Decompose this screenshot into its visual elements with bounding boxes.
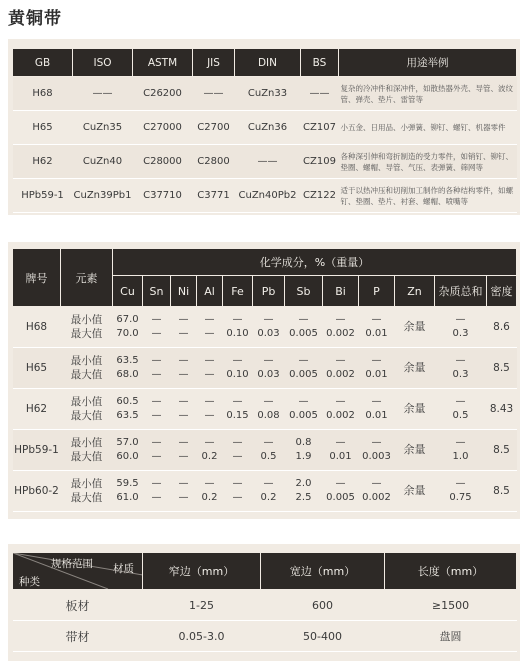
table-cell: 盘圆	[385, 621, 517, 652]
table-cell: ——	[235, 145, 301, 179]
max-value: —	[204, 369, 215, 380]
composition-value-cell	[113, 430, 143, 471]
max-label: 最大值	[70, 369, 103, 381]
composition-value-cell	[285, 389, 323, 430]
max-label: 最大值	[70, 451, 103, 463]
min-value: —	[232, 314, 243, 325]
table-cell: CZ107	[301, 111, 339, 145]
usage-cell: 复杂的冷冲件和深冲件，如散热器外壳、导管、波纹管、弹壳、垫片、雷管等	[339, 77, 517, 111]
max-value: 0.002	[362, 492, 391, 503]
composition-value-cell	[323, 389, 359, 430]
min-label: 最小值	[70, 314, 103, 326]
table-cell: C3771	[193, 179, 235, 213]
col-header: ISO	[73, 49, 133, 77]
min-value: —	[335, 437, 346, 448]
min-value: —	[298, 314, 309, 325]
composition-value-cell	[359, 307, 395, 348]
max-value: 60.0	[116, 451, 139, 462]
max-value: 0.75	[449, 492, 472, 503]
composition-value-cell	[223, 430, 253, 471]
zn-cell: 余量	[395, 430, 435, 471]
standards-header-row	[13, 49, 517, 77]
element-col-header: Ni	[171, 276, 197, 307]
element-label-cell	[61, 348, 113, 389]
composition-value-cell	[113, 389, 143, 430]
max-label: 最大值	[70, 328, 103, 340]
corner-label-material: 材质	[113, 563, 134, 575]
composition-value-cell	[223, 471, 253, 512]
density-cell: 8.5	[487, 348, 517, 389]
table-row	[13, 590, 517, 621]
min-value: —	[151, 478, 162, 489]
zn-cell: 余量	[395, 471, 435, 512]
composition-value-cell	[253, 389, 285, 430]
min-value: —	[232, 437, 243, 448]
max-value: 0.5	[260, 451, 277, 462]
spec-header-row	[13, 553, 517, 590]
max-value: 1.0	[452, 451, 469, 462]
element-col-header: Fe	[223, 276, 253, 307]
table-cell: CZ122	[301, 179, 339, 213]
table-cell: CZ109	[301, 145, 339, 179]
min-value: —	[371, 396, 382, 407]
zn-cell: 余量	[395, 389, 435, 430]
element-col-header: Al	[197, 276, 223, 307]
table-row	[13, 77, 517, 111]
max-value: —	[178, 451, 189, 462]
grade-cell: HPb59-1	[13, 430, 61, 471]
max-value: 0.005	[289, 369, 318, 380]
max-value: —	[232, 492, 243, 503]
max-value: —	[151, 369, 162, 380]
table-row	[13, 179, 517, 213]
max-label: 最大值	[70, 410, 103, 422]
min-value: —	[371, 314, 382, 325]
composition-value-cell	[285, 471, 323, 512]
min-value: —	[455, 396, 466, 407]
min-value: —	[204, 355, 215, 366]
min-value: —	[204, 437, 215, 448]
max-value: —	[178, 369, 189, 380]
standards-card	[8, 39, 520, 215]
impurity-cell	[435, 307, 487, 348]
table-cell: H65	[13, 111, 73, 145]
max-value: —	[151, 328, 162, 339]
max-value: 0.5	[452, 410, 469, 421]
min-value: —	[371, 355, 382, 366]
table-cell: C27000	[133, 111, 193, 145]
element-label-cell	[61, 307, 113, 348]
max-value: —	[151, 451, 162, 462]
col-header: DIN	[235, 49, 301, 77]
min-value: —	[335, 396, 346, 407]
min-value: —	[204, 396, 215, 407]
table-cell: ——	[301, 77, 339, 111]
composition-value-cell	[197, 307, 223, 348]
min-value: —	[151, 396, 162, 407]
element-col-header: 密度	[487, 276, 517, 307]
max-value: 0.005	[289, 328, 318, 339]
max-value: 70.0	[116, 328, 139, 339]
composition-value-cell	[359, 471, 395, 512]
min-value: —	[263, 355, 274, 366]
composition-value-cell	[323, 348, 359, 389]
min-value: —	[298, 355, 309, 366]
min-value: —	[371, 478, 382, 489]
composition-header-row	[13, 249, 517, 276]
min-value: —	[455, 355, 466, 366]
min-value: —	[151, 355, 162, 366]
composition-value-cell	[253, 348, 285, 389]
max-value: 0.01	[329, 451, 352, 462]
table-cell: 50-400	[261, 621, 385, 652]
min-value: —	[151, 314, 162, 325]
usage-cell: 小五金、日用品、小弹簧、铆钉、螺钉、机器零件	[339, 111, 517, 145]
standards-table	[12, 48, 517, 213]
min-label: 最小值	[70, 355, 103, 367]
col-header: GB	[13, 49, 73, 77]
density-cell: 8.5	[487, 430, 517, 471]
composition-value-cell	[223, 307, 253, 348]
density-cell: 8.5	[487, 471, 517, 512]
max-value: 0.01	[365, 328, 388, 339]
spec-table	[12, 552, 517, 652]
table-row	[13, 111, 517, 145]
max-value: 68.0	[116, 369, 139, 380]
max-value: 0.2	[201, 492, 218, 503]
element-col-header: P	[359, 276, 395, 307]
grade-header: 牌号	[13, 249, 61, 307]
element-header: 元素	[61, 249, 113, 307]
composition-value-cell	[223, 389, 253, 430]
composition-value-cell	[359, 389, 395, 430]
composition-value-cell	[171, 389, 197, 430]
table-cell: 板材	[13, 590, 143, 621]
composition-value-cell	[197, 471, 223, 512]
composition-value-cell	[113, 348, 143, 389]
composition-value-cell	[253, 430, 285, 471]
min-value: —	[232, 396, 243, 407]
table-row	[13, 145, 517, 179]
max-value: 2.5	[295, 492, 312, 503]
min-value: —	[178, 437, 189, 448]
composition-value-cell	[197, 430, 223, 471]
min-label: 最小值	[70, 478, 103, 490]
composition-value-cell	[285, 348, 323, 389]
composition-value-cell	[143, 389, 171, 430]
max-value: —	[178, 410, 189, 421]
zn-cell: 余量	[395, 307, 435, 348]
composition-value-cell	[359, 430, 395, 471]
table-cell: 0.05-3.0	[143, 621, 261, 652]
table-cell: H62	[13, 145, 73, 179]
composition-row	[13, 430, 517, 471]
composition-value-cell	[359, 348, 395, 389]
table-cell: CuZn40	[73, 145, 133, 179]
table-cell: ——	[73, 77, 133, 111]
grade-cell: H65	[13, 348, 61, 389]
max-value: 61.0	[116, 492, 139, 503]
page-title: 黄铜带	[8, 9, 62, 29]
table-cell: ——	[193, 77, 235, 111]
max-value: 0.002	[326, 369, 355, 380]
max-value: 0.002	[326, 410, 355, 421]
col-header: JIS	[193, 49, 235, 77]
table-cell: CuZn39Pb1	[73, 179, 133, 213]
corner-label-range: 规格范围	[51, 558, 93, 570]
col-header: 宽边（mm）	[261, 553, 385, 590]
min-value: —	[335, 478, 346, 489]
min-value: —	[455, 478, 466, 489]
max-value: 0.3	[452, 369, 469, 380]
composition-value-cell	[143, 307, 171, 348]
max-value: —	[232, 451, 243, 462]
spec-card	[8, 544, 520, 661]
min-label: 最小值	[70, 437, 103, 449]
impurity-cell	[435, 348, 487, 389]
max-value: 0.03	[257, 369, 280, 380]
table-cell: CuZn35	[73, 111, 133, 145]
element-col-header: Sb	[285, 276, 323, 307]
zn-cell: 余量	[395, 348, 435, 389]
composition-value-cell	[285, 307, 323, 348]
composition-row	[13, 348, 517, 389]
composition-table	[12, 248, 517, 512]
table-cell: HPb59-1	[13, 179, 73, 213]
table-cell: C37710	[133, 179, 193, 213]
max-value: 0.03	[257, 328, 280, 339]
element-col-header: Sn	[143, 276, 171, 307]
min-value: —	[263, 437, 274, 448]
composition-value-cell	[113, 307, 143, 348]
max-value: —	[151, 492, 162, 503]
composition-value-cell	[323, 471, 359, 512]
table-cell: 带材	[13, 621, 143, 652]
density-cell: 8.6	[487, 307, 517, 348]
max-value: —	[204, 328, 215, 339]
composition-value-cell	[171, 430, 197, 471]
composition-value-cell	[143, 471, 171, 512]
min-value: —	[151, 437, 162, 448]
composition-value-cell	[285, 430, 323, 471]
min-value: 63.5	[116, 355, 139, 366]
composition-body	[13, 307, 517, 512]
max-value: 0.10	[226, 369, 249, 380]
table-row	[13, 621, 517, 652]
element-label-cell	[61, 389, 113, 430]
element-col-header: Cu	[113, 276, 143, 307]
min-value: 67.0	[116, 314, 139, 325]
max-value: 0.01	[365, 369, 388, 380]
grade-cell: H68	[13, 307, 61, 348]
table-cell: C28000	[133, 145, 193, 179]
min-value: —	[455, 314, 466, 325]
composition-value-cell	[323, 307, 359, 348]
min-value: 0.8	[295, 437, 312, 448]
composition-card	[8, 242, 520, 519]
min-value: 59.5	[116, 478, 139, 489]
min-value: —	[178, 314, 189, 325]
impurity-cell	[435, 471, 487, 512]
min-value: —	[263, 314, 274, 325]
composition-value-cell	[143, 348, 171, 389]
table-cell: 600	[261, 590, 385, 621]
max-value: 1.9	[295, 451, 312, 462]
table-cell: ≥1500	[385, 590, 517, 621]
usage-cell: 各种深引伸和弯折制造的受力零件，如销钉、铆钉、垫圈、螺帽、导管、气压、表弹簧、筛网等	[339, 145, 517, 179]
composition-value-cell	[171, 471, 197, 512]
table-cell: C2800	[193, 145, 235, 179]
max-value: 0.2	[260, 492, 277, 503]
composition-row	[13, 471, 517, 512]
composition-value-cell	[113, 471, 143, 512]
composition-value-cell	[253, 471, 285, 512]
composition-value-cell	[197, 348, 223, 389]
max-value: 0.005	[326, 492, 355, 503]
max-value: —	[151, 410, 162, 421]
grade-cell: HPb60-2	[13, 471, 61, 512]
max-value: 0.2	[201, 451, 218, 462]
table-cell: H68	[13, 77, 73, 111]
min-value: —	[204, 314, 215, 325]
element-label-cell	[61, 430, 113, 471]
corner-label-type: 种类	[19, 576, 40, 588]
min-value: 60.5	[116, 396, 139, 407]
composition-value-cell	[197, 389, 223, 430]
min-value: —	[232, 478, 243, 489]
col-header: 窄边（mm）	[143, 553, 261, 590]
density-cell: 8.43	[487, 389, 517, 430]
max-value: 0.01	[365, 410, 388, 421]
max-value: 0.15	[226, 410, 249, 421]
min-value: 2.0	[295, 478, 312, 489]
min-value: —	[335, 355, 346, 366]
max-value: 0.10	[226, 328, 249, 339]
composition-row	[13, 389, 517, 430]
min-value: —	[263, 396, 274, 407]
max-value: 0.3	[452, 328, 469, 339]
composition-value-cell	[143, 430, 171, 471]
min-value: —	[298, 396, 309, 407]
min-value: —	[371, 437, 382, 448]
element-label-cell	[61, 471, 113, 512]
max-value: 0.003	[362, 451, 391, 462]
table-cell: CuZn40Pb2	[235, 179, 301, 213]
max-value: 0.002	[326, 328, 355, 339]
max-value: 0.08	[257, 410, 280, 421]
max-label: 最大值	[70, 492, 103, 504]
composition-value-cell	[323, 430, 359, 471]
min-value: —	[232, 355, 243, 366]
min-value: —	[178, 396, 189, 407]
min-value: —	[455, 437, 466, 448]
max-value: —	[204, 410, 215, 421]
composition-value-cell	[171, 307, 197, 348]
element-col-header: Pb	[253, 276, 285, 307]
col-header: ASTM	[133, 49, 193, 77]
min-value: —	[263, 478, 274, 489]
composition-row	[13, 307, 517, 348]
grade-cell: H62	[13, 389, 61, 430]
table-cell: C2700	[193, 111, 235, 145]
composition-value-cell	[171, 348, 197, 389]
table-cell: 1-25	[143, 590, 261, 621]
min-value: —	[178, 478, 189, 489]
min-value: —	[178, 355, 189, 366]
element-col-header: Bi	[323, 276, 359, 307]
spec-corner-header	[13, 553, 143, 590]
element-col-header: 杂质总和	[435, 276, 487, 307]
composition-value-cell	[253, 307, 285, 348]
table-cell: CuZn36	[235, 111, 301, 145]
max-value: 63.5	[116, 410, 139, 421]
composition-group-header: 化学成分，%（重量）	[113, 249, 517, 276]
min-value: 57.0	[116, 437, 139, 448]
element-col-header: Zn	[395, 276, 435, 307]
min-value: —	[204, 478, 215, 489]
table-cell: C26200	[133, 77, 193, 111]
impurity-cell	[435, 430, 487, 471]
composition-value-cell	[223, 348, 253, 389]
max-value: —	[178, 328, 189, 339]
table-cell: CuZn33	[235, 77, 301, 111]
col-header: BS	[301, 49, 339, 77]
min-value: —	[335, 314, 346, 325]
impurity-cell	[435, 389, 487, 430]
usage-cell: 适于以热冲压和切削加工制作的各种结构零件，如螺钉、垫圈、垫片、衬套、螺帽、喷嘴等	[339, 179, 517, 213]
max-value: —	[178, 492, 189, 503]
max-value: 0.005	[289, 410, 318, 421]
col-header: 长度（mm）	[385, 553, 517, 590]
min-label: 最小值	[70, 396, 103, 408]
col-header: 用途举例	[339, 49, 517, 77]
